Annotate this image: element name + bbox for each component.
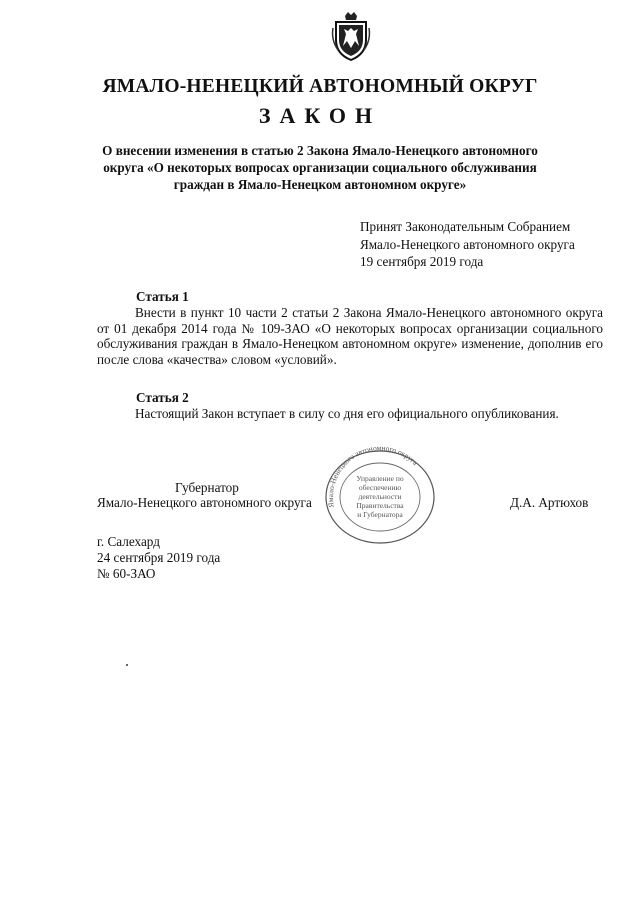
article-2-heading: Статья 2 xyxy=(136,390,189,405)
region-title: ЯМАЛО-НЕНЕЦКИЙ АВТОНОМНЫЙ ОКРУГ xyxy=(102,76,538,97)
stamp-inner-line: обеспечению xyxy=(358,483,402,492)
law-title-line: О внесении изменения в статью 2 Закона Ямало-Ненецкого автономного xyxy=(102,143,538,158)
document-type-heading: ЗАКОН xyxy=(258,103,382,128)
stamp-outer-text: Ямало-Ненецкого автономного округа xyxy=(325,445,420,509)
adoption-line: Принят Законодательным Собранием xyxy=(360,219,571,234)
law-title xyxy=(100,142,540,193)
article-1-heading: Статья 1 xyxy=(136,289,189,304)
official-stamp xyxy=(320,445,440,545)
law-title-line: граждан в Ямало-Ненецком автономном округе» xyxy=(173,177,467,192)
signing-date: 24 сентября 2019 года xyxy=(97,550,221,565)
article-2-text: Настоящий Закон вступает в силу со дня его официального опубликования. xyxy=(135,406,559,421)
stamp-inner-line: Правительства xyxy=(356,501,404,510)
adoption-note xyxy=(360,218,575,271)
stamp-inner-line: и Губернатора xyxy=(357,510,403,519)
adoption-line: 19 сентября 2019 года xyxy=(360,254,484,269)
scan-speck xyxy=(126,664,128,666)
coat-of-arms-emblem-icon xyxy=(330,10,372,62)
place-of-signing: г. Салехард xyxy=(97,534,160,549)
law-title-line: округа «О некоторых вопросах организации социального обслуживания xyxy=(103,160,537,175)
article-1-text: Внести в пункт 10 части 2 статьи 2 Закона Ямало-Ненецкого автономного округа от 01 декабря 2014 года № 109-ЗАО «О некоторых вопросах организации социального обслуживания граждан в Ямало-Ненецком автономном округе» изменение, дополнив его после слова «качества» словом «условий». xyxy=(97,305,603,367)
signatory-title: Губернатор xyxy=(175,480,239,495)
signatory-region: Ямало-Ненецкого автономного округа xyxy=(97,495,312,510)
signatory-name: Д.А. Артюхов xyxy=(510,495,589,510)
stamp-inner-line: деятельности xyxy=(358,492,402,501)
stamp-inner-line: Управление по xyxy=(356,474,404,483)
adoption-line: Ямало-Ненецкого автономного округа xyxy=(360,236,575,252)
law-number: № 60-ЗАО xyxy=(97,566,156,581)
